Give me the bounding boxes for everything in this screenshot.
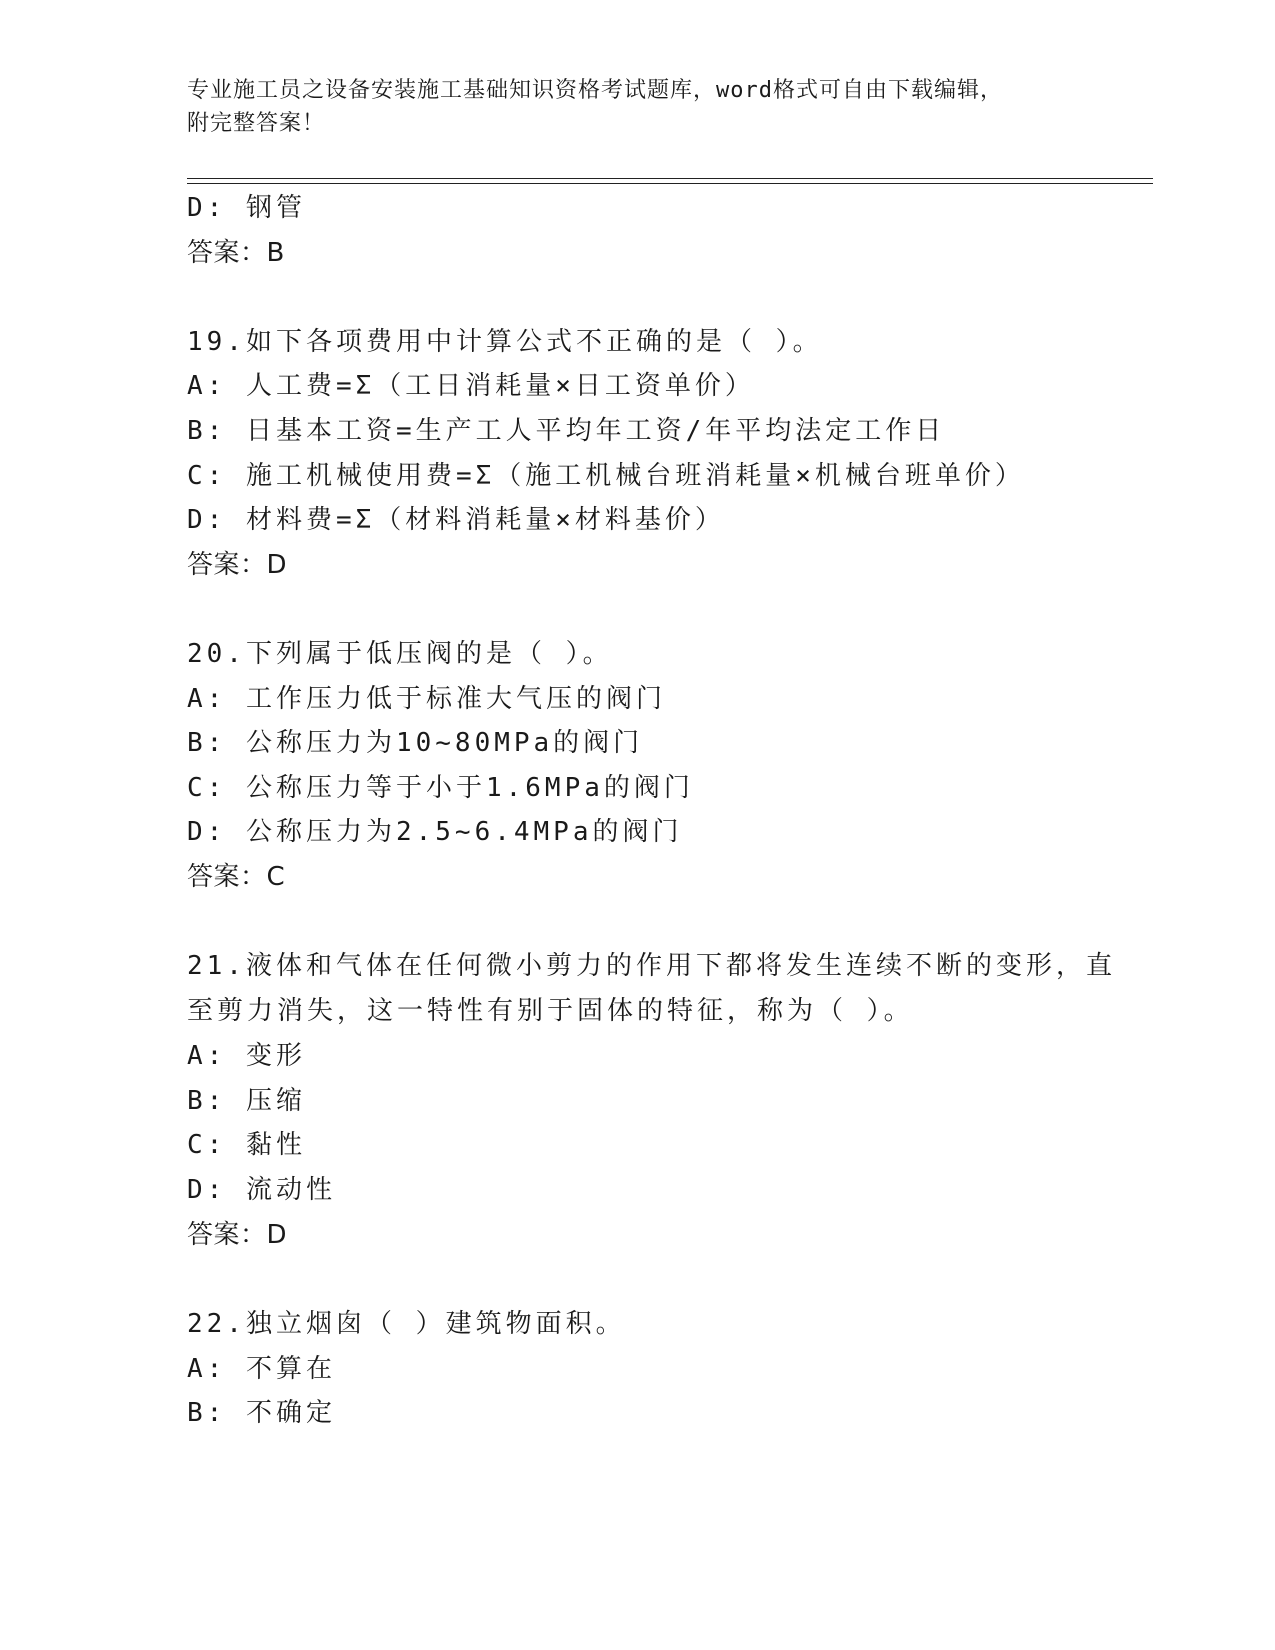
q20-option-b: B: 公称压力为10~80MPa的阀门 xyxy=(187,728,644,758)
q20-option-a: A: 工作压力低于标准大气压的阀门 xyxy=(187,684,666,714)
q20-option-c: C: 公称压力等于小于1.6MPa的阀门 xyxy=(187,773,694,803)
header-rule-top xyxy=(187,178,1153,179)
q19-answer: 答案：D xyxy=(187,550,288,580)
q21-answer: 答案：D xyxy=(187,1220,288,1250)
q19-option-a: A: 人工费=Σ（工日消耗量×日工资单价） xyxy=(187,371,755,401)
q19-stem: 19.如下各项费用中计算公式不正确的是（ ）。 xyxy=(187,327,823,357)
prev-answer: 答案：B xyxy=(187,238,285,268)
header-line-2: 附完整答案！ xyxy=(187,111,326,136)
q21-option-a: A: 变形 xyxy=(187,1041,306,1071)
q21-stem-line-1: 21.液体和气体在任何微小剪力的作用下都将发生连续不断的变形，直 xyxy=(187,951,1116,981)
q19-option-c: C: 施工机械使用费=Σ（施工机械台班消耗量×机械台班单价） xyxy=(187,461,1025,491)
q22-option-b: B: 不确定 xyxy=(187,1398,336,1428)
prev-option-d: D: 钢管 xyxy=(187,193,306,223)
q20-option-d: D: 公称压力为2.5~6.4MPa的阀门 xyxy=(187,817,683,847)
q20-answer: 答案：C xyxy=(187,862,286,892)
header-line-1: 专业施工员之设备安装施工基础知识资格考试题库，word格式可自由下载编辑， xyxy=(187,78,1003,103)
q21-stem-line-2: 至剪力消失，这一特性有别于固体的特征，称为（ ）。 xyxy=(187,996,914,1026)
q19-option-b: B: 日基本工资=生产工人平均年工资/年平均法定工作日 xyxy=(187,416,946,446)
q21-option-b: B: 压缩 xyxy=(187,1086,306,1116)
q22-stem: 22.独立烟囱（ ）建筑物面积。 xyxy=(187,1309,626,1339)
q20-stem: 20.下列属于低压阀的是（ ）。 xyxy=(187,639,613,669)
q21-option-d: D: 流动性 xyxy=(187,1175,336,1205)
header-rule-bottom xyxy=(187,183,1153,184)
q22-option-a: A: 不算在 xyxy=(187,1354,336,1384)
q21-option-c: C: 黏性 xyxy=(187,1130,306,1160)
document-header xyxy=(187,74,1087,140)
q19-option-d: D: 材料费=Σ（材料消耗量×材料基价） xyxy=(187,505,725,535)
